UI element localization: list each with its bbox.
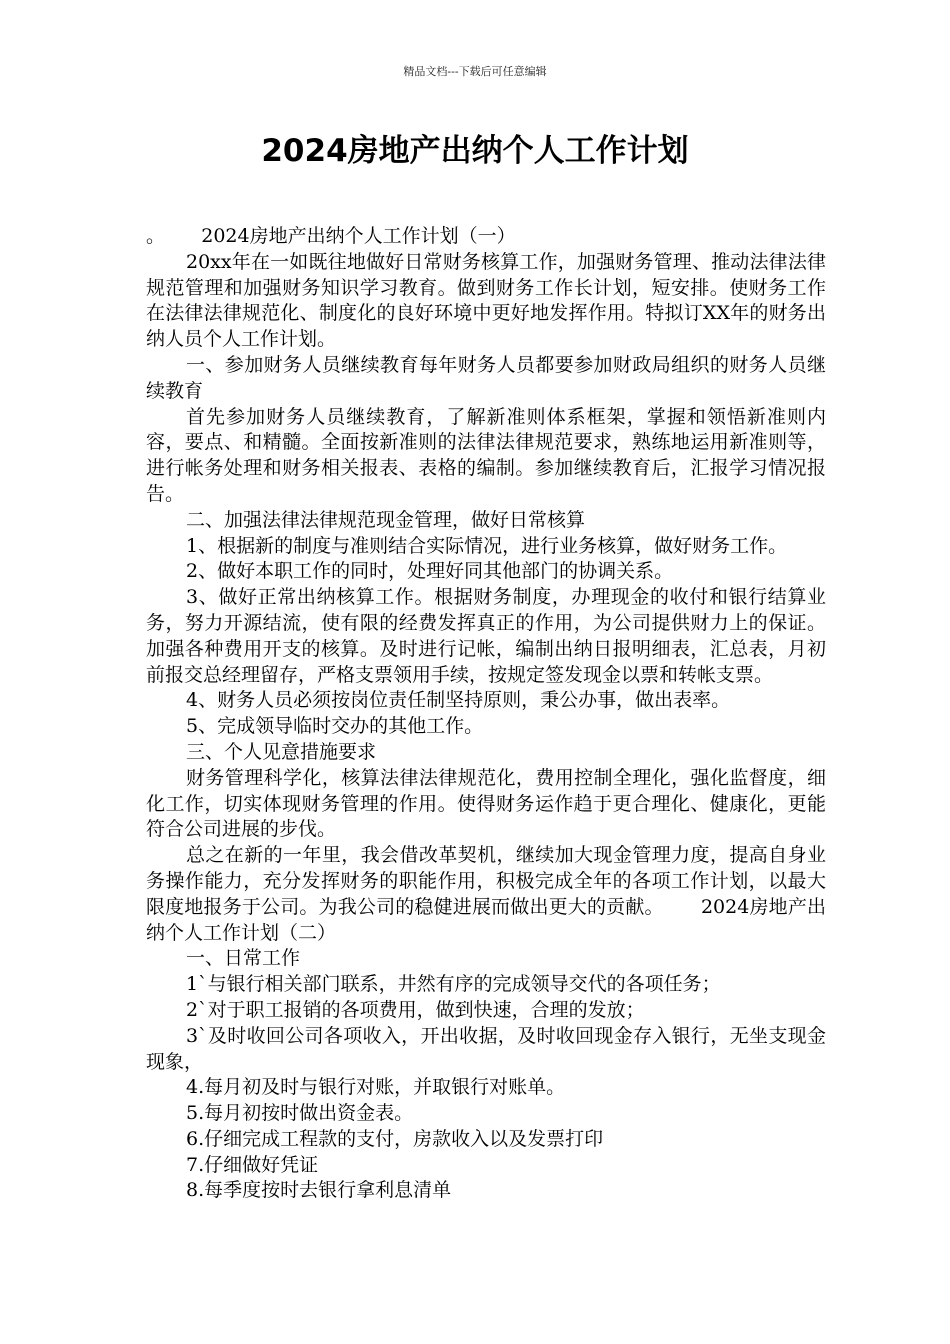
body-paragraph: 4.每月初及时与银行对账，并取银行对账单。 — [186, 1076, 566, 1099]
body-paragraph: 5、完成领导临时交办的其他工作。 — [186, 715, 484, 738]
body-paragraph: 4、财务人员必须按岗位责任制坚持原则，秉公办事，做出表率。 — [186, 689, 731, 712]
body-paragraph: 3`及时收回公司各项收入，开出收据，及时收回现金存入银行，无坐支现金现象， — [146, 1024, 826, 1073]
body-paragraph: 2、做好本职工作的同时，处理好同其他部门的协调关系。 — [186, 560, 674, 583]
body-paragraph: 2`对于职工报销的各项费用，做到快速，合理的发放； — [186, 998, 645, 1021]
body-paragraph: 一、参加财务人员继续教育每年财务人员都要参加财政局组织的财务人员继续教育 — [146, 353, 826, 402]
body-paragraph: 5.每月初按时做出资金表。 — [186, 1102, 414, 1125]
body-paragraph: 1`与银行相关部门联系，井然有序的完成领导交代的各项任务； — [186, 973, 721, 996]
body-paragraph: 一、日常工作 — [186, 947, 301, 970]
body-paragraph: 8.每季度按时去银行拿利息清单 — [186, 1179, 452, 1202]
body-paragraph: 20xx年在一如既往地做好日常财务核算工作，加强财务管理、推动法律法律规范管理和加强财务知识学习教育。做到财务工作长计划，短安排。使财务工作在法律法律规范化、制度化的良好环境中更好地发挥作用。特拟订XX年的财务出纳人员个人工作计划。 — [146, 250, 826, 351]
body-paragraph: 7.仔细做好凭证 — [186, 1153, 319, 1176]
body-paragraph: 1、根据新的制度与准则结合实际情况，进行业务核算，做好财务工作。 — [186, 534, 788, 557]
document-title: 2024房地产出纳个人工作计划 — [261, 133, 689, 169]
body-paragraph: 三、个人见意措施要求 — [186, 740, 377, 763]
body-paragraph: 6.仔细完成工程款的支付，房款收入以及发票打印 — [186, 1127, 604, 1150]
body-paragraph: 首先参加财务人员继续教育，了解新准则体系框架，掌握和领悟新准则内容，要点、和精髓。全面按新准则的法律法律规范要求，熟练地运用新准则等，进行帐务处理和财务相关报表、表格的编制。参加继续教育后，汇报学习情况报告。 — [146, 405, 826, 505]
body-paragraph: 财务管理科学化，核算法律法律规范化，费用控制全理化，强化监督度，细化工作，切实体现财务管理的作用。使得财务运作趋于更合理化、健康化，更能符合公司进展的步伐。 — [146, 766, 826, 841]
body-paragraph: 3、做好正常出纳核算工作。根据财务制度，办理现金的收付和银行结算业务，努力开源结流，使有限的经费发挥真正的作用，为公司提供财力上的保证。加强各种费用开支的核算。及时进行记帐，编制出纳日报明细表，汇总表，月初前报交总经理留存，严格支票领用手续，按规定签发现金以票和转帐支票。 — [146, 586, 826, 686]
body-paragraph: 总之在新的一年里，我会借改革契机，继续加大现金管理力度，提高自身业务操作能力，充分发挥财务的职能作用，积极完成全年的各项工作计划，以最大限度地报务于公司。为我公司的稳健进展而做出更大的贡献。 2024房地产出纳个人工作计划（二） — [146, 844, 826, 944]
body-paragraph: 。 2024房地产出纳个人工作计划（一） — [146, 225, 516, 247]
body-paragraph: 二、加强法律法律规范现金管理，做好日常核算 — [186, 508, 586, 531]
document-body — [146, 224, 826, 1204]
header-note: 精品文档---下载后可任意编辑 — [403, 65, 547, 78]
